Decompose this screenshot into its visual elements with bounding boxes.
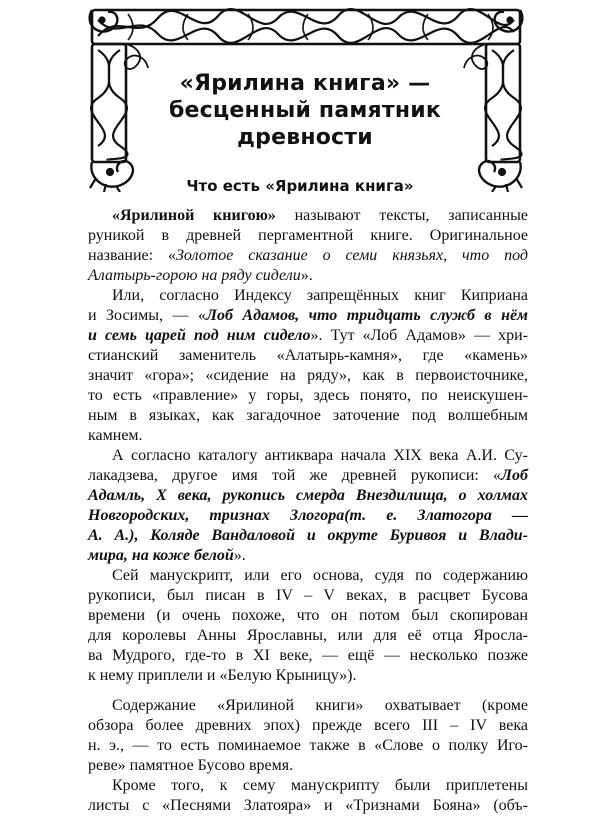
italic-quote: Алатырь-горою на ряду сидели (88, 267, 301, 284)
text-line: Сей манускрипт, или его основа, судя по содержанию (112, 567, 528, 584)
text-line: А. А.), Коляде Вандаловой и окруте Буривоя и Влади- (88, 527, 528, 544)
paragraph (88, 286, 528, 446)
text-line (88, 326, 528, 346)
text-line: реве» памятное Бусово время. (88, 757, 294, 774)
text-line (88, 546, 528, 566)
text-line (88, 206, 528, 226)
text-line: стианский заменитель «Алатырь-камня», где «камень» (88, 347, 528, 364)
text-line: рукописи, был писан в IV – V веках, в расцвет Бусова (88, 587, 528, 604)
paragraph (88, 206, 528, 286)
text-line: камнем. (88, 427, 143, 444)
text-line: Содержание «Ярилиной книги» охватывает (кроме (112, 697, 528, 714)
bold-term: «Ярилиной книгою» (112, 207, 276, 224)
body-text (88, 206, 528, 816)
section-heading: Что есть «Ярилина книга» (186, 177, 414, 195)
text-span: ». (233, 547, 246, 564)
bold-italic-quote: и семь царей под ним сидело (88, 327, 311, 344)
text-line: ным в языках, как загадочное заточение под волшебным (88, 407, 528, 424)
text-line: для королевы Анны Ярославны, или для её отца Яросла- (88, 627, 528, 644)
paragraph (88, 696, 528, 776)
bold-italic-quote: Лоб (501, 467, 528, 484)
text-line: Новгородских, тризнах Злогора(т. е. Златогора — (88, 507, 528, 524)
text-span: и Зосимы, — « (88, 307, 206, 324)
text-line: времени (и очень похоже, что он потом был скопирован (88, 607, 528, 624)
text-line (88, 246, 528, 266)
text-line: к нему приплели и «Белую Крыницу»). (88, 667, 357, 684)
text-line (88, 266, 528, 286)
text-line: А согласно каталогу антиквара начала XIX века А.И. Су- (112, 447, 528, 464)
text-line (88, 306, 528, 326)
text-span: ». (300, 267, 313, 284)
text-line: обзора более древних эпох) прежде всего III – IV века (88, 717, 528, 734)
text-span: ». Тут «Лоб Адамов» — хри- (310, 327, 528, 344)
text-line: руникой в древней пергаментной книге. Оригинальное (88, 227, 528, 244)
text-line: то есть «правление» у горы, здесь понято, по неискушен- (88, 387, 528, 404)
chapter-title-line: «Ярилина книга» — (179, 71, 431, 96)
bold-italic-quote: мира, на коже белой (88, 547, 234, 564)
text-span: лакадзева, другое имя той же древней рукописи: « (88, 467, 502, 484)
text-line: листы с «Песнями Златояра» и «Тризнами Бояна» (объ- (88, 797, 528, 814)
chapter-title-line: бесценный памятник (169, 98, 441, 123)
italic-quote: Золотое сказание о семи князьях, что под (176, 247, 528, 264)
paragraph (88, 446, 528, 566)
text-line: значит «гора»; «сидение на ряду», как в первоисточнике, (88, 367, 528, 384)
text-line: н. э., — то есть поминаемое также в «Слове о полку Иго- (88, 737, 528, 754)
chapter-title-line: древности (237, 125, 373, 150)
text-span: называют тексты, записанные (275, 207, 528, 224)
paragraph (88, 776, 528, 816)
chapter-title (150, 70, 460, 151)
text-line: Или, согласно Индексу запрещённых книг Киприана (112, 287, 528, 304)
bold-italic-quote: Лоб Адамов, что тридцать служб в нём (205, 307, 529, 324)
text-line (88, 466, 528, 486)
text-span: название: « (88, 247, 176, 264)
text-line: Кроме того, к сему манускрипту были приплетены (112, 777, 528, 794)
paragraph (88, 566, 528, 686)
text-line: Адамль, X века, рукопись смерда Внездилища, о холмах (88, 487, 528, 504)
text-line: ва Мудрого, где-то в XI веке, — ещё — несколько позже (88, 647, 528, 664)
